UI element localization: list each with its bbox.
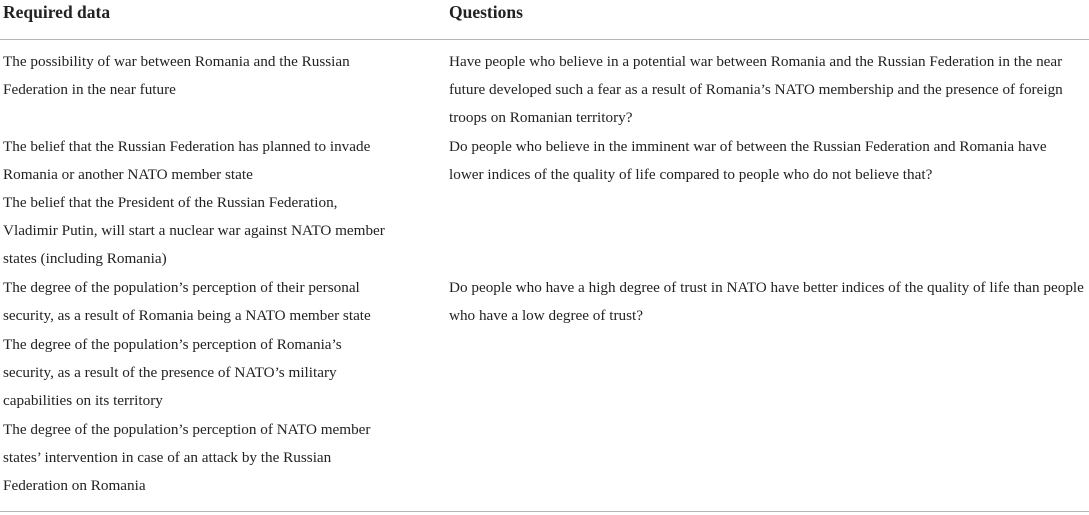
table-row-6-required-data: The degree of the population’s perception of NATO member states’ intervention in case of an attack by the Russian Federation on Romania [3, 421, 371, 495]
table-row-4-required-data: The degree of the population’s perception of their personal security, as a result of Romania being a NATO member state [3, 279, 371, 325]
table-header [0, 0, 1089, 40]
table-row-5-required-data: The degree of the population’s perception of Romania’s security, as a result of the presence of NATO’s military capabilities on its territory [3, 336, 342, 410]
table-row-2-required-data: The belief that the Russian Federation has planned to invade Romania or another NATO member state [3, 138, 371, 184]
header-rule [0, 39, 1089, 40]
table-row-1-required-data: The possibility of war between Romania and the Russian Federation in the near future [3, 53, 350, 99]
table-row-2-question: Do people who believe in the imminent war of between the Russian Federation and Romania have lower indices of the quality of life compared to people who do not believe that? [449, 138, 1047, 184]
header-required-data: Required data [3, 2, 111, 22]
table-row-4-question: Do people who have a high degree of trust in NATO have better indices of the quality of life than people who have a low degree of trust? [449, 279, 1084, 325]
header-questions: Questions [449, 2, 523, 22]
table-bottom-rule [0, 511, 1089, 512]
table-row-3-required-data: The belief that the President of the Russian Federation, Vladimir Putin, will start a nuclear war against NATO member states (including Romania) [3, 194, 385, 268]
table-row-1-question: Have people who believe in a potential war between Romania and the Russian Federation in the near future developed such a fear as a result of Romania’s NATO membership and the presence of foreign troops on Romanian territory? [449, 53, 1063, 127]
